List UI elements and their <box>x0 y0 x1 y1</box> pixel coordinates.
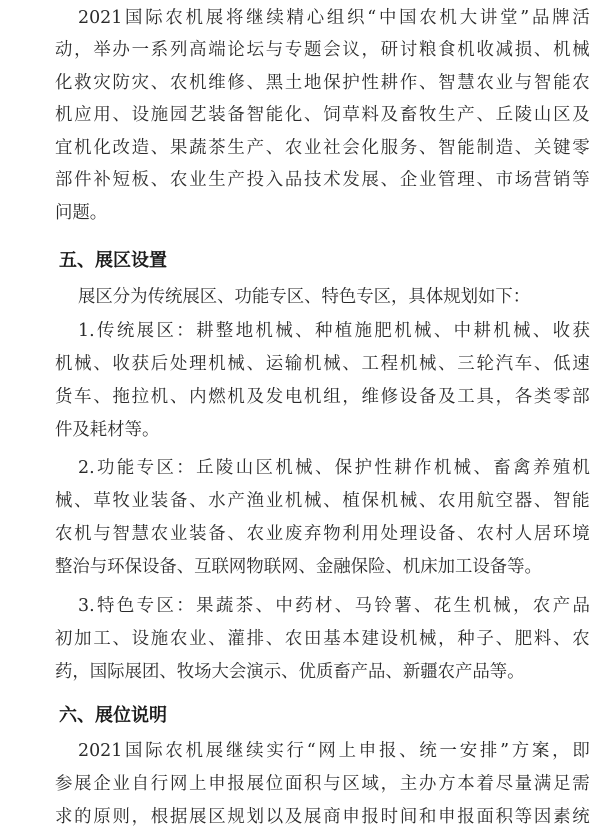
paragraph-line: 械 、 草 牧 业 装 备 、 水 产 渔 业 机 械 、 植 保 机 械 、 农 用 航 空 器 、 智 能 <box>55 491 590 511</box>
paragraph-line: 件及耗材等。 <box>55 420 160 440</box>
paragraph-line: 药，国际展团、牧场大会演示、优质畜产品、新疆农产品等。 <box>55 662 525 682</box>
paragraph-line: 展区分为传统展区、功能专区、特色专区，具体规划如下： <box>78 287 531 307</box>
section-heading-booth-notes: 六、展位说明 <box>59 705 167 726</box>
section-heading-exhibition-areas: 五、展区设置 <box>59 250 167 271</box>
paragraph-line: 2021 国 际 农 机 展 将 继 续 精 心 组 织 “ 中 国 农 机 大 讲 堂 ” 品 牌 活 <box>78 8 590 28</box>
paragraph-line: 机 械 、 收 获 后 处 理 机 械 、 运 输 机 械 、 工 程 机 械 、 三 轮 汽 车 、 低 速 <box>55 354 590 374</box>
paragraph-line: 问题。 <box>55 203 108 223</box>
paragraph-line: 动 ， 举 办 一 系 列 高 端 论 坛 与 专 题 会 议 ， 研 讨 粮 食 机 收 减 损 、 机 械 <box>55 40 590 60</box>
paragraph-line: 2. 功 能 专 区 ： 丘 陵 山 区 机 械 、 保 护 性 耕 作 机 械 、 畜 禽 养 殖 机 <box>78 458 590 478</box>
paragraph-line: 3. 特 色 专 区 ： 果 蔬 茶 、 中 药 材 、 马 铃 薯 、 花 生 机 械 ， 农 产 品 <box>78 596 590 616</box>
paragraph-line: 整治与环保设备、互联网物联网、金融保险、机床加工设备等。 <box>55 557 542 577</box>
paragraph-line: 求 的 原 则 ， 根 据 展 区 规 划 以 及 展 商 申 报 时 间 和 申 报 面 积 等 因 素 统 <box>55 807 590 827</box>
paragraph-line: 货 车 、 拖 拉 机 、 内 燃 机 及 发 电 机 组 ， 维 修 设 备 及 工 具 ， 各 类 零 部 <box>55 387 590 407</box>
paragraph-line: 机 应 用 、 设 施 园 艺 装 备 智 能 化 、 饲 草 料 及 畜 牧 生 产 、 丘 陵 山 区 及 <box>55 105 590 125</box>
paragraph-line: 化 救 灾 防 灾 、 农 机 维 修 、 黑 土 地 保 护 性 耕 作 、 智 慧 农 业 与 智 能 农 <box>55 73 590 93</box>
paragraph-line: 部 件 补 短 板 、 农 业 生 产 投 入 品 技 术 发 展 、 企 业 管 理 、 市 场 营 销 等 <box>55 170 590 190</box>
paragraph-line: 参 展 企 业 自 行 网 上 申 报 展 位 面 积 与 区 域 ， 主 办 方 本 着 尽 量 满 足 需 <box>55 774 590 794</box>
paragraph-line: 宜 机 化 改 造 、 果 蔬 茶 生 产 、 农 业 社 会 化 服 务 、 智 能 制 造 、 关 键 零 <box>55 138 590 158</box>
paragraph-line: 1. 传 统 展 区 ： 耕 整 地 机 械 、 种 植 施 肥 机 械 、 中 耕 机 械 、 收 获 <box>78 321 590 341</box>
paragraph-line: 2021 国 际 农 机 展 继 续 实 行 “ 网 上 申 报 、 统 一 安 排 ” 方 案 ， 即 <box>78 741 590 761</box>
paragraph-line: 农 机 与 智 慧 农 业 装 备 、 农 业 废 弃 物 利 用 处 理 设 备 、 农 村 人 居 环 境 <box>55 524 590 544</box>
paragraph-line: 初 加 工 、 设 施 农 业 、 灌 排 、 农 田 基 本 建 设 机 械 ， 种 子 、 肥 料 、 农 <box>55 629 590 649</box>
